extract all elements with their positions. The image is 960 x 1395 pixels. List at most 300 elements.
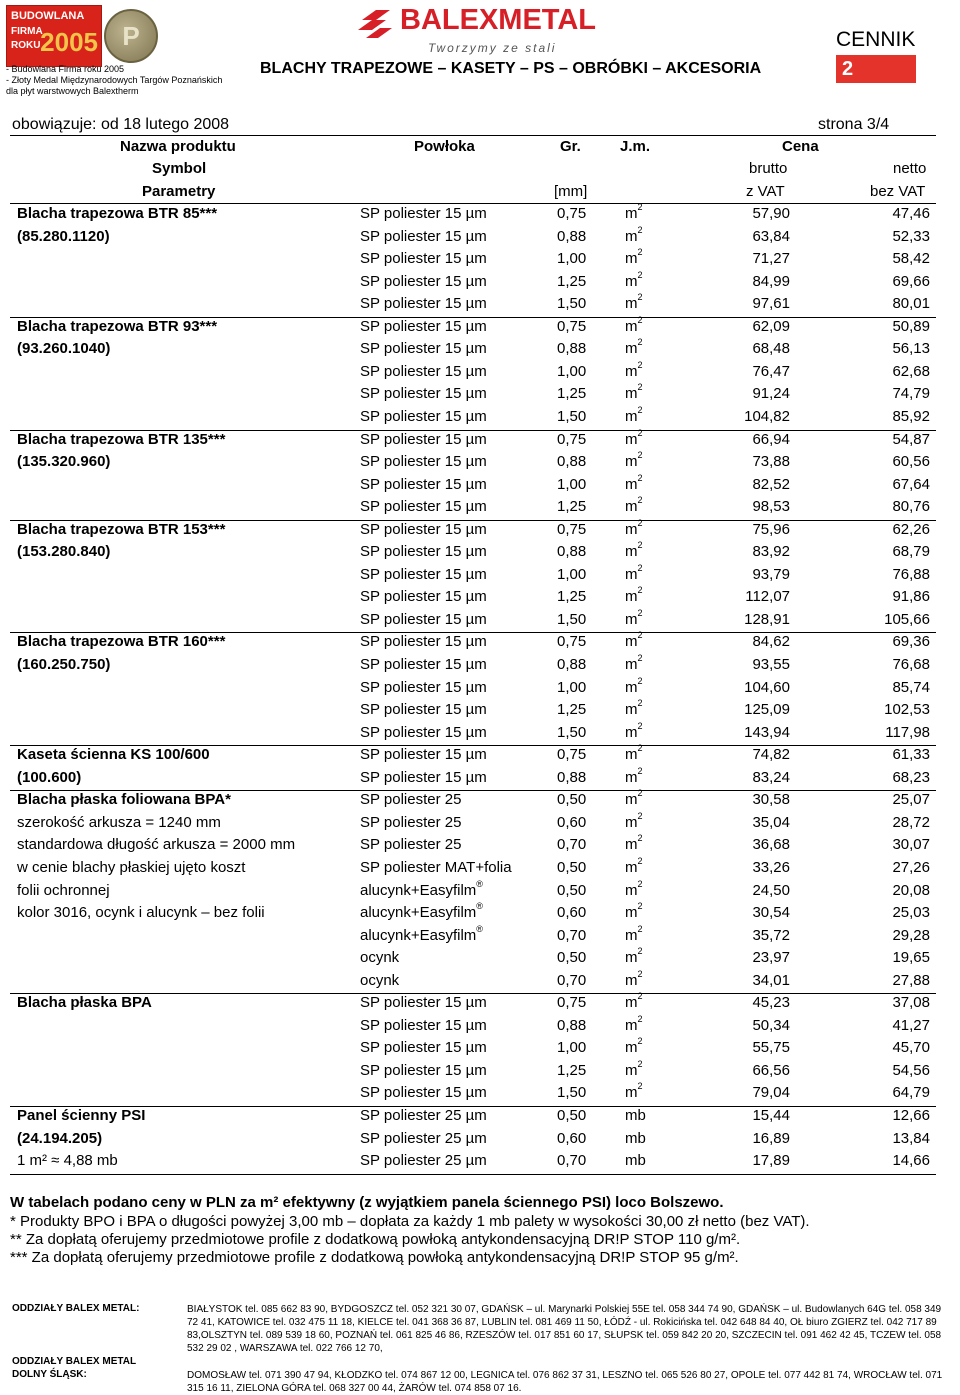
unit-superscript: 2 [637,202,643,212]
coating-text: SP poliester 15 µm [360,543,487,561]
unit-cell [625,743,643,764]
thickness-cell: 0,88 [557,340,587,358]
unit-superscript: 2 [637,991,643,1002]
coating-cell [360,611,487,628]
header-brutto: brutto [749,160,788,177]
brutto-cell: 125,09 [744,701,790,719]
coating-cell [360,1084,487,1101]
netto-cell: 41,27 [892,1016,930,1034]
unit-superscript: 2 [637,404,643,415]
unit-text: m [625,317,638,335]
brutto-cell: 98,53 [752,498,790,516]
footer-branches-2: DOMOSŁAW tel. 071 390 47 94, KŁODZKO tel. 074 867 12 00, LEGNICA tel. 076 862 37 31, LESZNO tel. 065 526 80 27, OPOLE tel. 077 442 81 74, WROCŁAW tel. 071 315 16 11, ZIELONA GÓRA tel. 068 327 00 44, ŻARÓW tel. 074 858 07 16. [187,1370,943,1394]
unit-superscript: 2 [637,495,643,506]
medal-seal-icon: P [104,9,158,63]
coating-text: SP poliester 15 µm [360,678,487,696]
brutto-cell: 82,52 [752,475,790,493]
unit-superscript: 2 [637,1013,643,1024]
unit-cell [625,810,643,831]
coating-cell [360,656,487,673]
product-label: Blacha trapezowa BTR 160*** [17,633,226,651]
unit-text: m [625,858,638,876]
unit-superscript: 2 [637,585,643,596]
coating-text: SP poliester 25 [360,836,462,854]
coating-cell [360,701,487,718]
unit-text: m [625,1084,638,1102]
netto-cell: 67,64 [892,475,930,493]
coating-text: SP poliester 15 µm [360,498,487,516]
unit-cell [625,427,643,448]
header-thickness-unit: [mm] [554,183,588,200]
brutto-cell: 23,97 [752,949,790,967]
thickness-cell: 1,00 [557,250,587,268]
thickness-cell: 0,60 [557,1129,587,1147]
page-headline: BLACHY TRAPEZOWE – KASETY – PS – OBRÓBKI – AKCESORIA [260,60,762,77]
unit-cell [625,607,643,628]
header-coating: Powłoka [414,138,475,155]
unit-cell [625,968,643,989]
coating-cell [360,476,487,493]
unit-superscript: 2 [637,1036,643,1047]
thickness-cell: 1,50 [557,407,587,425]
unit-superscript: 2 [637,653,643,663]
unit-text: m [625,205,638,222]
netto-cell: 13,84 [892,1129,930,1147]
badge-year: 2005 [40,27,98,57]
brutto-cell: 63,84 [752,227,790,245]
note-star2: ** Za dopłatą oferujemy przedmiotowe profile z dodatkową powłoką antykondensacyjną DR!P STOP 110 g/m². [10,1231,741,1248]
product-label: szerokość arkusza = 1240 mm [17,813,221,831]
unit-cell [625,562,643,583]
coating-text: ocynk [360,971,400,989]
netto-cell: 20,08 [892,881,930,899]
coating-text: SP poliester 25 µm [360,1107,487,1124]
brutto-cell: 34,01 [752,971,790,989]
unit-superscript: 2 [637,427,643,438]
unit-superscript: 2 [637,833,643,844]
award-text [6,64,222,97]
coating-text: ocynk [360,949,400,967]
unit-text: m [625,701,638,719]
divider [10,203,936,204]
unit-cell [625,247,643,268]
unit-cell [625,382,643,403]
coating-cell [360,363,487,380]
unit-superscript: 2 [637,630,643,641]
netto-cell: 69,66 [892,272,930,290]
brutto-cell: 84,99 [752,272,790,290]
unit-text: m [625,813,638,831]
unit-superscript: 2 [637,901,643,912]
coating-text: SP poliester 15 µm [360,746,487,764]
thickness-cell: 0,75 [557,430,587,448]
netto-cell: 58,42 [892,250,930,268]
brutto-cell: 128,91 [744,610,790,628]
unit-superscript: 2 [637,765,643,776]
coating-cell [360,949,399,966]
unit-text: m [625,746,638,764]
unit-cell [625,855,643,876]
unit-superscript: 2 [637,946,643,957]
thickness-cell: 1,25 [557,385,587,403]
thickness-cell: 1,50 [557,295,587,313]
thickness-cell: 0,75 [557,205,587,222]
coating-cell [360,814,461,831]
unit-cell [625,720,643,741]
coating-text: SP poliester 15 µm [360,453,487,471]
unit-superscript: 2 [637,607,643,618]
unit-superscript: 2 [637,923,643,934]
coating-text: SP poliester 15 µm [360,520,487,538]
coating-cell [360,1152,487,1169]
netto-cell: 85,74 [892,678,930,696]
note-star3: *** Za dopłatą oferujemy przedmiotowe profile z dodatkową powłoką antykondensacyjną DR!P STOP 95 g/m². [10,1249,739,1266]
coating-text: SP poliester 15 µm [360,340,487,358]
netto-cell: 37,08 [892,994,930,1012]
unit-text: m [625,723,638,741]
unit-text: m [625,633,638,651]
unit-text: m [625,475,638,493]
coating-cell [360,878,483,899]
unit-cell [625,1107,646,1124]
thickness-cell: 0,88 [557,227,587,245]
unit-text: m [625,656,638,673]
brutto-cell: 104,82 [744,407,790,425]
netto-cell: 80,76 [892,498,930,516]
unit-superscript: 2 [637,382,643,393]
coating-text: SP poliester 15 µm [360,430,487,448]
netto-cell: 76,88 [892,565,930,583]
netto-cell: 68,79 [892,543,930,561]
page-indicator: strona 3/4 [818,116,890,133]
brutto-cell: 74,82 [752,746,790,764]
brutto-cell: 97,61 [752,295,790,313]
brutto-cell: 17,89 [752,1152,790,1170]
product-label: Blacha płaska foliowana BPA* [17,791,231,809]
note-main: W tabelach podano ceny w PLN za m² efektywny (z wyjątkiem panela ściennego PSI) loco Bolszewo. [10,1194,724,1211]
brutto-cell: 36,68 [752,836,790,854]
brutto-cell: 45,23 [752,994,790,1012]
coating-text: alucynk+Easyfilm [360,926,477,944]
thickness-cell: 0,70 [557,1152,587,1170]
product-label: Blacha płaska BPA [17,994,152,1012]
brutto-cell: 112,07 [745,588,790,606]
unit-superscript: 2 [637,810,643,821]
coating-text: SP poliester 25 µm [360,1129,487,1147]
award-line: - Złoty Medal Międzynarodowych Targów Poznańskich [6,75,223,85]
brutto-cell: 62,09 [752,317,790,335]
unit-superscript: 2 [637,743,643,754]
brutto-cell: 16,89 [752,1129,790,1147]
registered-mark: ® [476,923,483,934]
unit-text: m [625,227,638,245]
unit-text: m [625,295,638,313]
product-label: Blacha trapezowa BTR 93*** [17,317,218,335]
unit-text: m [625,250,638,268]
netto-cell: 50,89 [892,317,930,335]
company-logo [356,6,606,56]
unit-superscript: 2 [637,720,643,731]
thickness-cell: 0,75 [557,746,587,764]
unit-text: m [625,520,638,538]
unit-superscript: 2 [637,337,643,348]
coating-cell [360,408,487,425]
coating-text: SP poliester MAT+folia [360,858,512,876]
thickness-cell: 1,25 [557,498,587,516]
product-label: w cenie blachy płaskiej ujęto koszt [17,858,246,876]
footer-branches-1: BIAŁYSTOK tel. 085 662 83 90, BYDGOSZCZ tel. 052 321 30 07, GDAŃSK – ul. Marynarki Polskiej 55E tel. 058 344 74 90, GDAŃSK – ul. Budowlanych 64G tel. 058 349 72 41, KATOWICE tel. 032 475 11 18, KIELCE tel. 041 368 36 87, LUBLIN tel. 081 469 11 50, ŁÓDŹ - ul. Rokicińska tel. 042 648 84 40, OŁ biuro ZGIERZ tel. 042 717 89 83,OLSZTYN tel. 089 539 18 60, POZNAŃ tel. 061 825 46 86, RZESZÓW tel. 017 851 60 17, SŁUPSK tel. 059 842 20 20, SZCZECIN tel. 091 462 42 45, TCZEW tel. 058 532 29 02 , WARSZAWA tel. 022 766 12 70, [187,1304,942,1354]
coating-cell [360,1107,487,1124]
brutto-cell: 71,27 [752,250,790,268]
unit-text: mb [625,1129,646,1147]
unit-text: m [625,362,638,380]
unit-superscript: 2 [637,359,643,370]
coating-cell [360,566,487,583]
coating-cell [360,923,483,944]
unit-text: m [625,1061,638,1079]
coating-cell [360,521,487,538]
unit-superscript: 2 [637,517,643,528]
unit-text: mb [625,1107,646,1124]
netto-cell: 54,56 [892,1061,930,1079]
thickness-cell: 1,00 [557,475,587,493]
unit-superscript: 2 [637,878,643,889]
product-label: standardowa długość arkusza = 2000 mm [17,836,296,854]
coating-text: SP poliester 15 µm [360,994,487,1012]
coating-cell [360,769,487,786]
unit-cell [625,314,643,335]
netto-cell: 85,92 [892,407,930,425]
thickness-cell: 0,88 [557,768,587,786]
unit-text: m [625,498,638,516]
coating-cell [360,724,487,741]
unit-superscript: 2 [637,450,643,461]
netto-cell: 64,79 [892,1084,930,1102]
unit-cell [625,224,643,245]
unit-text: m [625,1016,638,1034]
unit-superscript: 2 [637,247,643,258]
unit-text: m [625,407,638,425]
brutto-cell: 57,90 [752,205,790,222]
coating-cell [360,679,487,696]
cennik-label: CENNIK [836,28,916,51]
netto-cell: 117,98 [885,723,930,741]
unit-text: m [625,1039,638,1057]
header-brutto-sub: z VAT [746,183,785,200]
product-label: (93.260.1040) [17,340,111,358]
coating-cell [360,859,512,876]
coating-text: SP poliester 15 µm [360,610,487,628]
netto-cell: 12,66 [892,1107,930,1124]
thickness-cell: 0,75 [557,633,587,651]
unit-text: m [625,768,638,786]
registered-mark: ® [476,901,483,912]
coating-cell [360,340,487,357]
thickness-cell: 0,88 [557,1016,587,1034]
coating-cell [360,633,487,650]
brutto-cell: 73,88 [752,453,790,471]
unit-cell [625,788,643,809]
thickness-cell: 0,50 [557,949,587,967]
badge-line3: ROKU [11,40,41,51]
coating-text: SP poliester 15 µm [360,633,487,651]
coating-text: SP poliester 15 µm [360,768,487,786]
coating-cell [360,1130,487,1147]
coating-text: SP poliester 15 µm [360,362,487,380]
coating-text: SP poliester 15 µm [360,250,487,268]
header-product: Nazwa produktu [120,138,236,155]
brutto-cell: 55,75 [752,1039,790,1057]
unit-cell [625,472,643,493]
netto-cell: 28,72 [892,813,930,831]
netto-cell: 80,01 [892,295,930,313]
brutto-cell: 83,24 [752,768,790,786]
unit-cell [625,585,643,606]
unit-text: mb [625,1152,646,1170]
coating-cell [360,385,487,402]
netto-cell: 62,68 [892,362,930,380]
unit-text: m [625,678,638,696]
coating-cell [360,295,487,312]
unit-superscript: 2 [637,562,643,573]
brutto-cell: 15,44 [752,1107,790,1124]
netto-cell: 69,36 [892,633,930,651]
unit-cell [625,1058,643,1079]
brutto-cell: 143,94 [744,723,790,741]
brutto-cell: 93,79 [752,565,790,583]
coating-cell [360,588,487,605]
unit-text: m [625,543,638,561]
coating-cell [360,228,487,245]
brutto-cell: 50,34 [752,1016,790,1034]
brutto-cell: 76,47 [752,362,790,380]
award-badge [6,5,102,67]
thickness-cell: 0,50 [557,1107,587,1124]
unit-cell [625,269,643,290]
footer-label-2a: ODDZIAŁY BALEX METAL [12,1356,137,1367]
valid-from: obowiązuje: od 18 lutego 2008 [12,116,230,133]
unit-superscript: 2 [637,855,643,866]
brutto-cell: 79,04 [752,1084,790,1102]
coating-text: SP poliester 15 µm [360,407,487,425]
unit-superscript: 2 [637,675,643,686]
coating-text: alucynk+Easyfilm [360,881,477,899]
netto-cell: 60,56 [892,453,930,471]
netto-cell: 27,88 [892,971,930,989]
netto-cell: 45,70 [892,1039,930,1057]
unit-text: m [625,836,638,854]
brutto-cell: 35,72 [752,926,790,944]
netto-cell: 47,46 [892,205,930,222]
coating-text: SP poliester 15 µm [360,475,487,493]
coating-text: SP poliester 15 µm [360,701,487,719]
unit-superscript: 2 [637,224,643,235]
coating-text: SP poliester 15 µm [360,317,487,335]
unit-cell [625,698,643,719]
unit-superscript: 2 [637,292,643,303]
group-divider [10,1174,936,1175]
product-label: (100.600) [17,768,82,786]
unit-superscript: 2 [637,968,643,979]
brutto-cell: 68,48 [752,340,790,358]
unit-cell [625,765,643,786]
thickness-cell: 1,25 [557,588,587,606]
coating-text: SP poliester 15 µm [360,295,487,313]
brutto-cell: 75,96 [752,520,790,538]
footer-label-1: ODDZIAŁY BALEX METAL: [12,1303,140,1314]
note-star1: * Produkty BPO i BPA o długości powyżej 3,00 mb – dopłata za każdy 1 mb palety w wysokości 30,00 zł netto (bez VAT). [10,1213,810,1230]
coating-cell [360,994,487,1011]
thickness-cell: 1,00 [557,1039,587,1057]
netto-cell: 30,07 [892,836,930,854]
footer-label-2b: DOLNY ŚLĄSK: [12,1369,87,1380]
thickness-cell: 0,75 [557,994,587,1012]
unit-superscript: 2 [637,314,643,325]
divider [10,135,936,136]
netto-cell: 29,28 [892,926,930,944]
coating-text: SP poliester 25 [360,791,462,809]
netto-cell: 25,03 [892,904,930,922]
unit-superscript: 2 [637,788,643,799]
registered-mark: ® [476,878,483,889]
thickness-cell: 0,60 [557,904,587,922]
unit-text: m [625,881,638,899]
badge-line2: FIRMA [11,26,43,37]
netto-cell: 54,87 [892,430,930,448]
thickness-cell: 0,70 [557,926,587,944]
unit-text: m [625,610,638,628]
unit-cell [625,653,643,673]
brutto-cell: 84,62 [752,633,790,651]
thickness-cell: 1,50 [557,1084,587,1102]
coating-cell [360,543,487,560]
unit-cell [625,517,643,538]
thickness-cell: 0,75 [557,317,587,335]
thickness-cell: 1,00 [557,362,587,380]
brutto-cell: 93,55 [752,656,790,673]
coating-cell [360,836,461,853]
coating-cell [360,250,487,267]
thickness-cell: 0,50 [557,881,587,899]
unit-cell [625,404,643,425]
unit-cell [625,901,643,922]
unit-text: m [625,904,638,922]
product-label: (85.280.1120) [17,227,110,245]
netto-cell: 19,65 [892,949,930,967]
netto-cell: 14,66 [892,1152,930,1170]
netto-cell: 62,26 [892,520,930,538]
coating-text: SP poliester 15 µm [360,205,487,222]
unit-cell [625,359,643,380]
unit-text: m [625,340,638,358]
award-line: dla płyt warstwowych Balextherm [6,86,139,96]
coating-cell [360,205,487,222]
product-label: 1 m² ≈ 4,88 mb [17,1152,118,1170]
coating-text: SP poliester 15 µm [360,656,487,673]
unit-cell [625,1152,646,1169]
coating-cell [360,901,483,922]
brutto-cell: 30,54 [752,904,790,922]
thickness-cell: 0,88 [557,453,587,471]
logo-slogan: Tworzymy ze stali [428,41,557,55]
thickness-cell: 1,50 [557,610,587,628]
award-line: - Budowlana Firma roku 2005 [6,64,125,74]
header-netto: netto [893,160,927,177]
coating-text: SP poliester 15 µm [360,1016,487,1034]
logo-mark-icon [356,8,394,38]
netto-cell: 102,53 [884,701,930,719]
coating-text: SP poliester 15 µm [360,272,487,290]
